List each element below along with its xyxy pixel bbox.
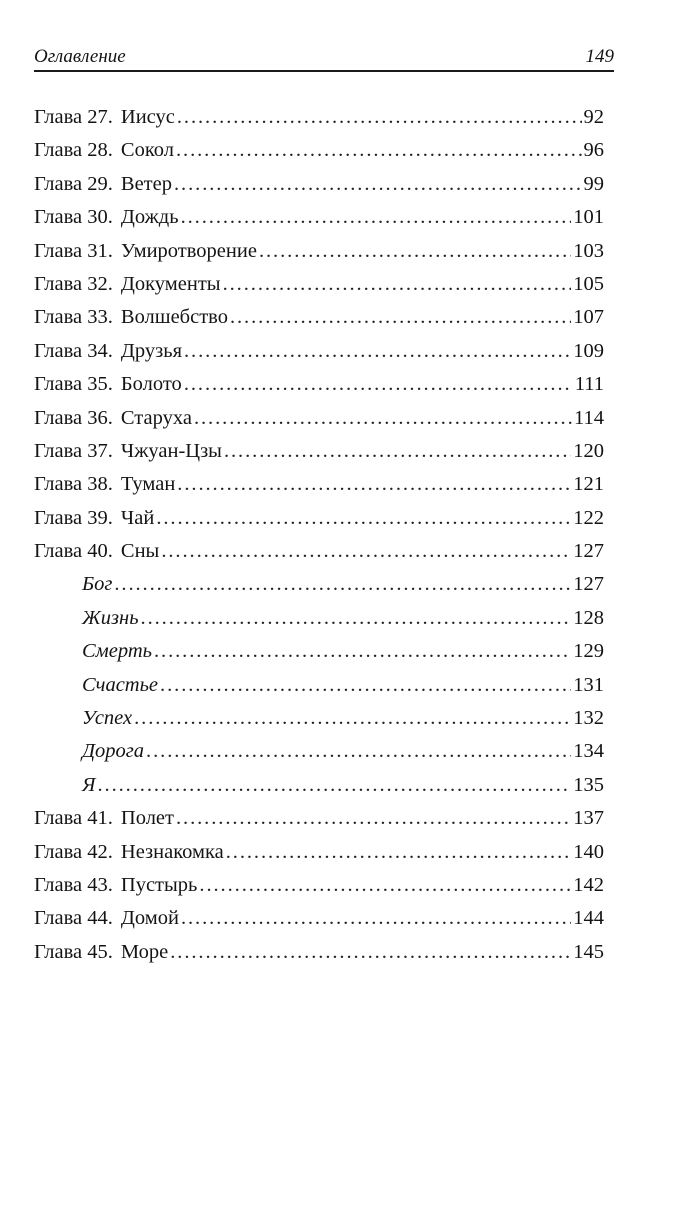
chapter-number: Глава 44. — [34, 907, 113, 930]
chapter-number: Глава 40. — [34, 540, 113, 563]
page-number: 121 — [573, 473, 604, 496]
dot-leader — [259, 235, 571, 268]
chapter-number: Глава 43. — [34, 873, 113, 896]
toc-subentry — [34, 735, 604, 768]
dot-leader — [161, 535, 571, 568]
toc-entry — [34, 168, 604, 201]
chapter-number: Глава 27. — [34, 106, 113, 128]
chapter-number: Глава 30. — [34, 206, 113, 229]
page-number: 128 — [573, 606, 604, 629]
page-number: 122 — [573, 506, 604, 529]
chapter-title: Туман — [120, 473, 176, 496]
toc-entry — [34, 468, 604, 501]
subsection-title: Счастье — [82, 673, 159, 696]
chapter-number: Глава 33. — [34, 306, 113, 329]
page-number: 127 — [573, 573, 604, 596]
toc-subentry — [34, 635, 604, 668]
page-number: 131 — [573, 673, 604, 696]
dot-leader — [141, 602, 572, 635]
toc-entry — [34, 535, 604, 568]
chapter-number: Глава 34. — [34, 339, 113, 362]
chapter-number: Глава 32. — [34, 272, 113, 295]
dot-leader — [160, 669, 571, 702]
dot-leader — [146, 735, 571, 768]
page-number: 92 — [583, 106, 604, 128]
chapter-number: Глава 36. — [34, 406, 113, 429]
dot-leader — [184, 335, 571, 368]
chapter-number: Глава 35. — [34, 373, 113, 396]
chapter-title: Волшебство — [120, 306, 228, 329]
page-number: 120 — [573, 439, 604, 462]
table-of-contents — [34, 101, 604, 969]
dot-leader — [230, 301, 571, 334]
toc-entry — [34, 301, 604, 334]
page-number: 103 — [573, 239, 604, 262]
chapter-number: Глава 31. — [34, 239, 113, 262]
page-number: 101 — [573, 206, 604, 229]
subsection-title: Бог — [82, 573, 113, 596]
page-number: 145 — [573, 940, 604, 963]
dot-leader — [181, 902, 571, 935]
chapter-title: Пустырь — [120, 873, 198, 896]
page-number: 140 — [573, 840, 604, 863]
toc-entry — [34, 869, 604, 902]
dot-leader — [114, 568, 571, 601]
toc-entry — [34, 836, 604, 869]
chapter-number: Глава 42. — [34, 840, 113, 863]
chapter-title: Старуха — [120, 406, 192, 429]
header-title: Оглавление — [34, 46, 126, 67]
chapter-title: Море — [120, 940, 169, 963]
toc-entry — [34, 235, 604, 268]
page-number: 144 — [573, 907, 604, 930]
toc-entry — [34, 134, 604, 167]
page-number: 127 — [573, 540, 604, 563]
toc-entry — [34, 335, 604, 368]
chapter-number: Глава 38. — [34, 473, 113, 496]
page-number: 99 — [583, 172, 604, 195]
running-header — [34, 44, 614, 72]
chapter-title: Умиротворение — [120, 239, 257, 262]
toc-entry — [34, 435, 604, 468]
toc-entry — [34, 802, 604, 835]
chapter-title: Сокол — [120, 139, 174, 162]
dot-leader — [97, 769, 571, 802]
page-number: 142 — [573, 873, 604, 896]
chapter-number: Глава 29. — [34, 172, 113, 195]
chapter-title: Ветер — [120, 172, 172, 195]
chapter-number: Глава 39. — [34, 506, 113, 529]
toc-subentry — [34, 669, 604, 702]
page-number: 135 — [573, 773, 604, 796]
toc-subentry — [34, 702, 604, 735]
dot-leader — [156, 502, 571, 535]
page-number: 129 — [573, 640, 604, 663]
chapter-title: Чай — [120, 506, 155, 529]
toc-subentry — [34, 769, 604, 802]
toc-subentry — [34, 568, 604, 601]
subsection-title: Жизнь — [82, 606, 139, 629]
page-number: 137 — [573, 807, 604, 830]
dot-leader — [176, 134, 582, 167]
page-number: 114 — [574, 406, 604, 429]
chapter-title: Болото — [120, 373, 182, 396]
subsection-title: Я — [82, 773, 96, 796]
chapter-number: Глава 41. — [34, 807, 113, 830]
page-number: 105 — [573, 272, 604, 295]
dot-leader — [174, 168, 582, 201]
page-number: 107 — [573, 306, 604, 329]
dot-leader — [194, 402, 572, 435]
toc-entry — [34, 368, 604, 401]
toc-entry — [34, 502, 604, 535]
dot-leader — [226, 836, 572, 869]
dot-leader — [184, 368, 573, 401]
page-number: 111 — [574, 373, 604, 396]
chapter-number: Глава 45. — [34, 940, 113, 963]
toc-entry — [34, 402, 604, 435]
subsection-title: Дорога — [82, 740, 145, 763]
header-page-number: 149 — [585, 46, 614, 67]
toc-entry — [34, 101, 604, 134]
chapter-title: Полет — [120, 807, 174, 830]
toc-entry — [34, 902, 604, 935]
dot-leader — [181, 201, 572, 234]
chapter-title: Дождь — [120, 206, 179, 229]
chapter-title: Домой — [120, 907, 179, 930]
dot-leader — [223, 268, 572, 301]
subsection-title: Успех — [82, 707, 133, 730]
dot-leader — [177, 468, 571, 501]
toc-entry — [34, 936, 604, 969]
dot-leader — [170, 936, 571, 969]
dot-leader — [134, 702, 571, 735]
dot-leader — [176, 802, 571, 835]
chapter-title: Друзья — [120, 339, 182, 362]
page-number: 109 — [573, 339, 604, 362]
chapter-number: Глава 37. — [34, 439, 113, 462]
chapter-title: Сны — [120, 540, 160, 563]
page-number: 96 — [583, 139, 604, 162]
chapter-title: Документы — [120, 272, 221, 295]
chapter-number: Глава 28. — [34, 139, 113, 162]
subsection-title: Смерть — [82, 640, 152, 663]
chapter-title: Чжуан-Цзы — [120, 439, 222, 462]
dot-leader — [199, 869, 571, 902]
page-number: 132 — [573, 707, 604, 730]
dot-leader — [177, 101, 582, 134]
dot-leader — [154, 635, 571, 668]
chapter-title: Иисус — [120, 106, 175, 128]
toc-subentry — [34, 602, 604, 635]
page-number: 134 — [573, 740, 604, 763]
toc-entry — [34, 268, 604, 301]
toc-entry — [34, 201, 604, 234]
dot-leader — [224, 435, 571, 468]
chapter-title: Незнакомка — [120, 840, 224, 863]
